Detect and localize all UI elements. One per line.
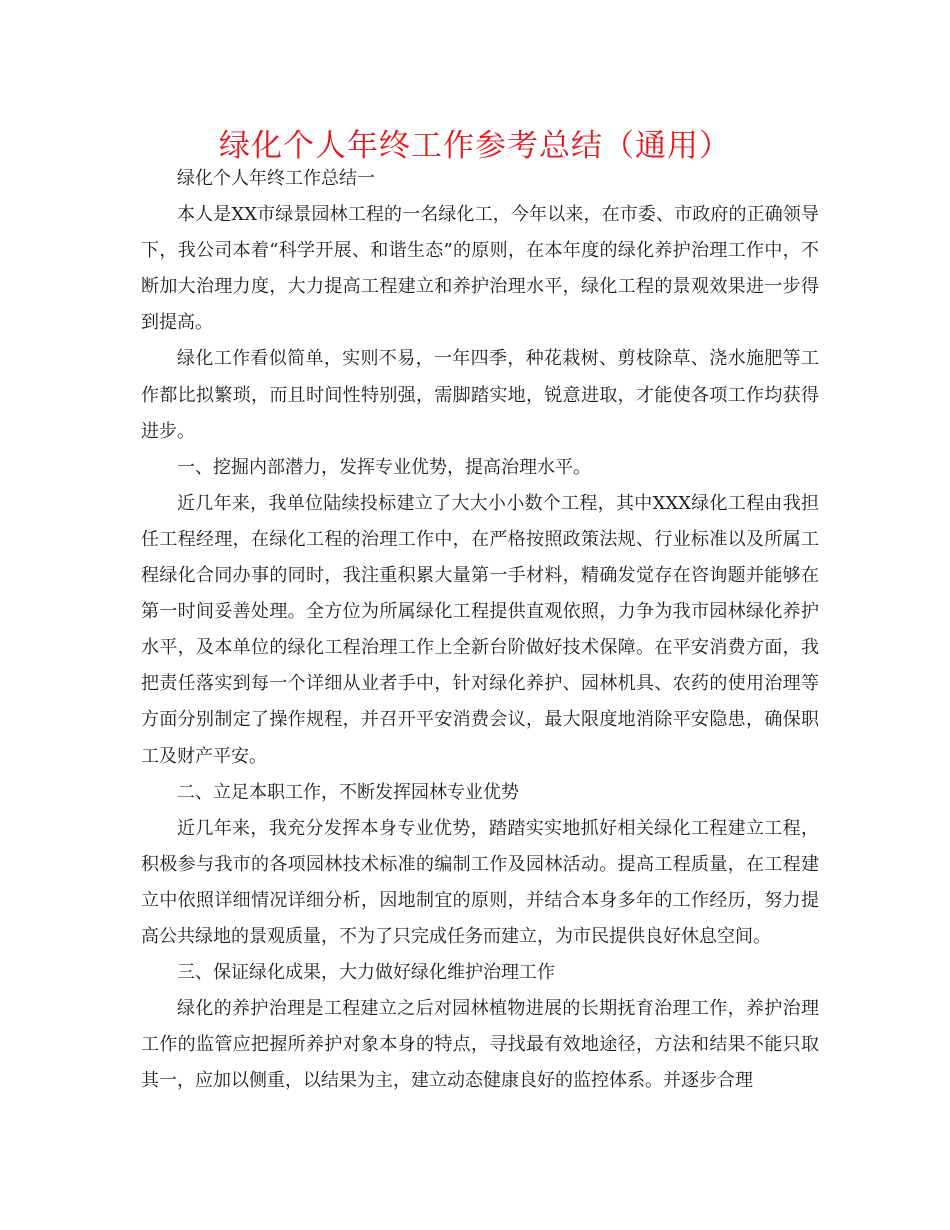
body-paragraph: 近几年来，我充分发挥本身专业优势，踏踏实实地抓好相关绿化工程建立工程，积极参与我市的各项园林技术标准的编制工作及园林活动。提高工程质量，在工程建立中依照详细情况详细分析，因地制宜的原则，并结合本身多年的工作经历，努力提高公共绿地的景观质量，不为了只完成任务而建立，为市民提供良好休息空间。 (141, 817, 819, 947)
document-body (141, 161, 819, 1099)
body-paragraph: 绿化工作看似简单，实则不易，一年四季，种花栽树、剪枝除草、浇水施肥等工作都比拟繁琐，而且时间性特别强，需脚踏实地，锐意进取，才能使各项工作均获得进步。 (141, 348, 819, 442)
section-heading: 一、挖掘内部潜力，发挥专业优势，提高治理水平。 (177, 456, 591, 478)
document-title: 绿化个人年终工作参考总结（通用） (219, 128, 731, 164)
section-heading: 三、保证绿化成果，大力做好绿化维护治理工作 (177, 962, 555, 984)
body-paragraph: 近几年来，我单位陆续投标建立了大大小小数个工程，其中XXX绿化工程由我担任工程经理，在绿化工程的治理工作中，在严格按照政策法规、行业标准以及所属工程绿化合同办事的同时，我注重积累大量第一手材料，精确发觉存在咨询题并能够在第一时间妥善处理。全方位为所属绿化工程提供直观依照，力争为我市园林绿化养护水平，及本单位的绿化工程治理工作上全新台阶做好技术保障。在平安消费方面，我把责任落实到每一个详细从业者手中，针对绿化养护、园林机具、农药的使用治理等方面分别制定了操作规程，并召开平安消费会议，最大限度地消除平安隐患，确保职工及财产平安。 (141, 492, 819, 767)
section-heading: 绿化个人年终工作总结一 (177, 168, 375, 189)
body-paragraph: 本人是XX市绿景园林工程的一名绿化工，今年以来，在市委、市政府的正确领导下，我公司本着“科学开展、和谐生态”的原则，在本年度的绿化养护治理工作中，不断加大治理力度，大力提高工程建立和养护治理水平，绿化工程的景观效果进一步得到提高。 (141, 204, 819, 334)
body-paragraph: 绿化的养护治理是工程建立之后对园林植物进展的长期抚育治理工作，养护治理工作的监管应把握所养护对象本身的特点，寻找最有效地途径，方法和结果不能只取其一，应加以侧重，以结果为主，建立动态健康良好的监控体系。并逐步合理 (141, 998, 819, 1092)
section-heading: 二、立足本职工作，不断发挥园林专业优势 (177, 781, 519, 803)
